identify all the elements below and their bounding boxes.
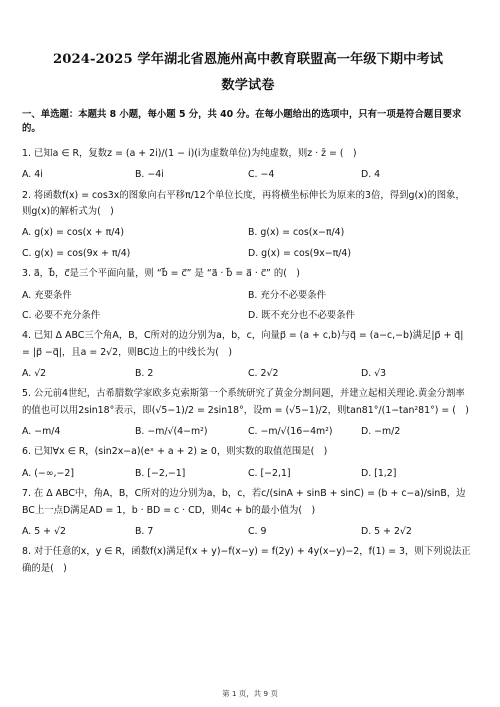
question-stem: 1. 已知a ∈ R，复数z = (a + 2i)/(1 − i)(i为虚数单位)为纯虚数，则z · z̄ = ( ) (22, 147, 357, 159)
question-stem: 4. 已知 Δ ABC三个角A，B，C所对的边分别为a，b，c，向量p⃗ = (a + c,b)与q⃗ = (a−c,−b)满足|p⃗ + q⃗| = |p⃗ −q⃗|，且a = 2√2，则BC边上的中线长为( ) (22, 330, 464, 358)
question-1 (22, 146, 474, 181)
option-d: D. [1,2] (361, 467, 397, 479)
option-row (22, 169, 474, 180)
question-6 (22, 444, 474, 479)
question-3 (22, 266, 474, 330)
option-b: B. g(x) = cos(x−π/4) (248, 227, 345, 239)
option-row (22, 290, 474, 331)
exam-subtitle: 数学试卷 (221, 77, 275, 93)
question-list (22, 146, 474, 577)
question-stem: 8. 对于任意的x，y ∈ R，函数f(x)满足f(x + y)−f(x−y) = f(2y) + 4y(x−y)−2，f(1) = 3，则下列说法正确的是( ) (22, 546, 471, 574)
option-c: C. 必要不充分条件 (22, 309, 101, 321)
option-d: D. √3 (361, 367, 387, 379)
option-d: D. 4 (361, 169, 381, 181)
option-a: A. 充要条件 (22, 289, 72, 301)
question-8 (22, 544, 474, 577)
question-7 (22, 486, 474, 537)
option-d: D. g(x) = cos(9x−π/4) (248, 247, 352, 259)
option-row (22, 526, 474, 537)
option-b: B. 充分不必要条件 (248, 289, 327, 301)
question-stem: 6. 已知∀x ∈ R，(sin2x−a)(eˣ + a + 2) ≥ 0，则实数的取值范围是( ) (22, 446, 328, 458)
option-c: C. −4 (248, 169, 275, 181)
question-stem: 5. 公元前4世纪，古希腊数学家欧多克索斯第一个系统研究了黄金分割问题，并建立起相关理论.黄金分割率的值也可以用2sin18°表示，即(√5−1)/2 = 2sin18°，设m = (√5−1)/2，则tan81°/(1−tan²81°) = ( ) (22, 388, 469, 416)
option-b: B. −4i (135, 169, 164, 181)
question-4 (22, 328, 474, 379)
option-row (22, 368, 474, 379)
option-c: C. −m/√(16−4m²) (248, 426, 333, 438)
option-b: B. [−2,−1] (135, 467, 186, 479)
question-5 (22, 386, 474, 437)
option-c: C. g(x) = cos(9x + π/4) (22, 247, 131, 259)
option-a: A. 4i (22, 169, 43, 181)
option-a: A. g(x) = cos(x + π/4) (22, 227, 125, 239)
option-a: A. 5 + √2 (22, 526, 66, 538)
option-d: D. 5 + 2√2 (361, 526, 412, 538)
option-a: A. −m/4 (22, 426, 61, 438)
question-stem: 2. 将函数f(x) = cos3x的图象向右平移π/12个单位长度，再将横坐标伸长为原来的3倍，得到g(x)的图象，则g(x)的解析式为( ) (22, 189, 465, 218)
question-2 (22, 188, 474, 268)
option-b: B. 2 (135, 367, 154, 379)
option-d: D. −m/2 (361, 426, 401, 438)
option-c: C. 9 (248, 526, 267, 538)
option-a: A. √2 (22, 367, 47, 379)
option-d: D. 既不充分也不必要条件 (248, 309, 355, 321)
option-b: B. 7 (135, 526, 154, 538)
option-row (22, 227, 474, 268)
option-c: C. [−2,1] (248, 467, 291, 479)
page-number: 第 1 页，共 9 页 (222, 689, 278, 698)
option-row (22, 468, 474, 479)
question-stem: 3. a⃗，b⃗，c⃗是三个平面向量，则 “b⃗ = c⃗” 是 “a⃗ · b⃗ = a⃗ · c⃗” 的( ) (22, 268, 300, 280)
section-heading: 一、单选题：本题共 8 小题，每小题 5 分，共 40 分。在每小题给出的选项中，只有一项是符合题目要求的。 (22, 108, 462, 135)
question-stem: 7. 在 Δ ABC中，角A，B，C所对的边分别为a，b，c，若c/(sinA + sinB + sinC) = (b + c−a)/sinB，边BC上一点D满足AD = 1，b · BD = c · CD，则4c + b的最小值为( ) (22, 488, 466, 516)
option-a: A. (−∞,−2] (22, 467, 74, 479)
option-b: B. −m/√(4−m²) (135, 426, 208, 438)
option-row (22, 426, 474, 437)
option-c: C. 2√2 (248, 367, 279, 379)
exam-title: 2024-2025 学年湖北省恩施州高中教育联盟高一年级下期中考试 (52, 52, 444, 67)
